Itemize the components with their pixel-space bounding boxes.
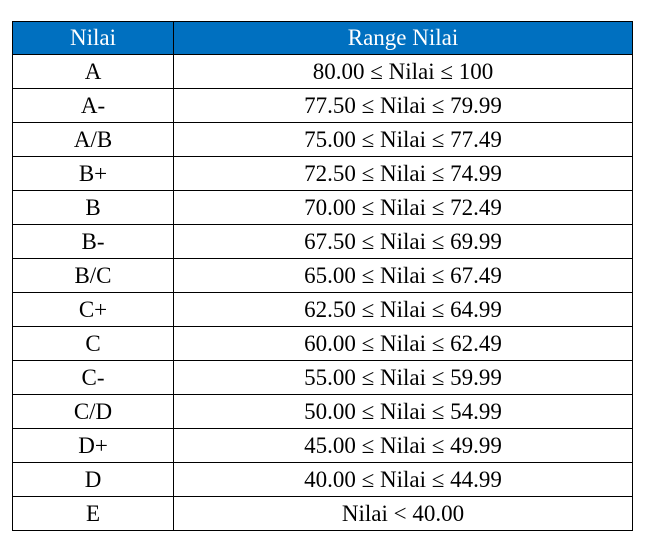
grade-range-table <box>12 21 633 531</box>
table-row <box>13 259 633 293</box>
table-row <box>13 191 633 225</box>
table-row <box>13 293 633 327</box>
grade-cell: B+ <box>13 157 174 191</box>
table-row <box>13 225 633 259</box>
table-row <box>13 123 633 157</box>
grade-cell: B- <box>13 225 174 259</box>
grade-cell: C+ <box>13 293 174 327</box>
range-cell: 45.00 ≤ Nilai ≤ 49.99 <box>174 429 633 463</box>
range-cell: 67.50 ≤ Nilai ≤ 69.99 <box>174 225 633 259</box>
column-header-range-nilai: Range Nilai <box>174 22 633 55</box>
grade-cell: B/C <box>13 259 174 293</box>
range-cell: Nilai < 40.00 <box>174 497 633 531</box>
range-cell: 60.00 ≤ Nilai ≤ 62.49 <box>174 327 633 361</box>
table-row <box>13 361 633 395</box>
range-cell: 70.00 ≤ Nilai ≤ 72.49 <box>174 191 633 225</box>
range-cell: 77.50 ≤ Nilai ≤ 79.99 <box>174 89 633 123</box>
table-row <box>13 463 633 497</box>
table-row <box>13 497 633 531</box>
table-row <box>13 395 633 429</box>
grade-cell: A <box>13 55 174 89</box>
table-row <box>13 55 633 89</box>
grade-cell: D <box>13 463 174 497</box>
table-row <box>13 429 633 463</box>
grade-cell: D+ <box>13 429 174 463</box>
range-cell: 75.00 ≤ Nilai ≤ 77.49 <box>174 123 633 157</box>
table-header-row <box>13 22 633 55</box>
grade-cell: C <box>13 327 174 361</box>
table-row <box>13 327 633 361</box>
grade-cell: A- <box>13 89 174 123</box>
grade-cell: A/B <box>13 123 174 157</box>
range-cell: 50.00 ≤ Nilai ≤ 54.99 <box>174 395 633 429</box>
range-cell: 62.50 ≤ Nilai ≤ 64.99 <box>174 293 633 327</box>
grade-cell: C/D <box>13 395 174 429</box>
table-row <box>13 157 633 191</box>
range-cell: 80.00 ≤ Nilai ≤ 100 <box>174 55 633 89</box>
grade-cell: B <box>13 191 174 225</box>
column-header-nilai: Nilai <box>13 22 174 55</box>
range-cell: 72.50 ≤ Nilai ≤ 74.99 <box>174 157 633 191</box>
grade-cell: E <box>13 497 174 531</box>
range-cell: 55.00 ≤ Nilai ≤ 59.99 <box>174 361 633 395</box>
grade-cell: C- <box>13 361 174 395</box>
range-cell: 65.00 ≤ Nilai ≤ 67.49 <box>174 259 633 293</box>
range-cell: 40.00 ≤ Nilai ≤ 44.99 <box>174 463 633 497</box>
table-row <box>13 89 633 123</box>
